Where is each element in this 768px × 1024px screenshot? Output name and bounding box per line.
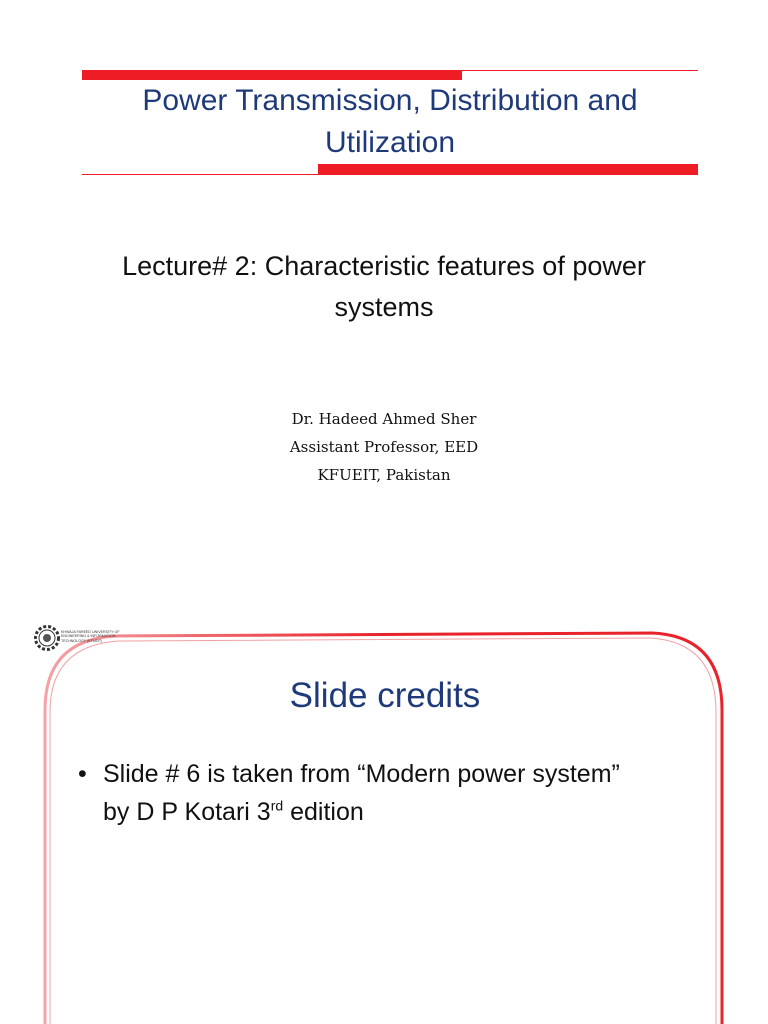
credits-slide — [0, 600, 768, 1024]
university-logo-icon — [34, 625, 60, 651]
list-item — [78, 755, 638, 831]
credits-list — [78, 755, 638, 831]
author-institution: KFUEIT, Pakistan — [317, 466, 451, 484]
bottom-red-bar — [318, 164, 698, 175]
credit-text-end: edition — [283, 798, 364, 826]
top-red-line — [462, 70, 698, 71]
bullet-icon: • — [78, 760, 87, 788]
top-red-bar — [82, 70, 462, 80]
credits-title: Slide credits — [289, 676, 481, 715]
author-block — [234, 405, 534, 489]
course-title: Power Transmission, Distribution and Utilization — [142, 84, 638, 159]
credit-text: Slide # 6 is taken from “Modern power system” by D P Kotari 3 — [103, 760, 620, 826]
bottom-red-line — [82, 174, 318, 175]
logo-caption-line: KHWAJA FAREED UNIVERSITY OF — [61, 630, 120, 634]
logo-caption-line: ENGINEERING & INFORMATION — [61, 634, 116, 639]
logo-caption-line: TECHNOLOGY (KFUEIT) — [61, 638, 103, 643]
lecture-title: Lecture# 2: Characteristic features of power systems — [122, 251, 646, 322]
author-name: Dr. Hadeed Ahmed Sher — [291, 410, 477, 428]
logo-caption — [61, 630, 123, 643]
ordinal-suffix: rd — [270, 797, 284, 814]
author-position: Assistant Professor, EED — [289, 438, 479, 456]
